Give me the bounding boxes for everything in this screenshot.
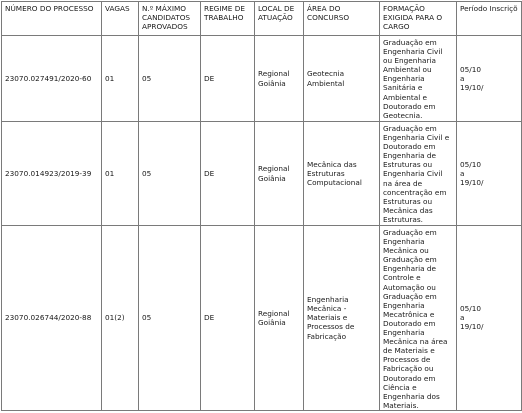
periodo-end: 19/10/	[460, 83, 484, 93]
periodo-start: 05/10	[460, 64, 482, 74]
cell-formacao: Graduação em Engenharia Mecânica ou Graduação em Engenharia de Controle e Automação ou Graduação em Engenharia Mecatrônica e Doutorado em Engenharia Mecânica na área de Materiais e Processos de Fabricação ou Doutorado em Ciência e Engenharia dos Materiais.	[380, 226, 457, 411]
cell-max-aprovados: 05	[139, 36, 201, 122]
table-row	[2, 122, 522, 226]
cell-processo: 23070.026744/2020-88	[2, 226, 102, 411]
cell-periodo	[457, 122, 522, 226]
cell-max-aprovados: 05	[139, 226, 201, 411]
cell-regime: DE	[201, 36, 255, 122]
cell-area: Mecânica das Estruturas Computacional	[304, 122, 380, 226]
cell-local: Regional Goiânia	[255, 226, 304, 411]
header-numero-processo: NÚMERO DO PROCESSO	[2, 2, 102, 36]
cell-periodo	[457, 226, 522, 411]
header-vagas: VAGAS	[102, 2, 139, 36]
header-formacao-exigida: FORMAÇÃO EXIGIDA PARA O CARGO	[380, 2, 457, 36]
header-area-concurso: ÁREA DO CONCURSO	[304, 2, 380, 36]
vacancy-table	[1, 1, 522, 411]
periodo-start: 05/10	[460, 304, 482, 314]
header-max-candidatos: N.º MÁXIMO CANDIDATOS APROVADOS	[139, 2, 201, 36]
periodo-sep: a	[460, 313, 465, 323]
cell-vagas: 01	[102, 122, 139, 226]
header-regime-trabalho: REGIME DE TRABALHO	[201, 2, 255, 36]
cell-regime: DE	[201, 122, 255, 226]
cell-max-aprovados: 05	[139, 122, 201, 226]
cell-area: Engenharia Mecânica - Materiais e Processos de Fabricação	[304, 226, 380, 411]
cell-vagas: 01	[102, 36, 139, 122]
header-local-atuacao: LOCAL DE ATUAÇÃO	[255, 2, 304, 36]
cell-formacao: Graduação em Engenharia Civil e Doutorado em Engenharia de Estruturas ou Engenharia Civil na área de concentração em Estruturas ou Mecânica das Estruturas.	[380, 122, 457, 226]
cell-regime: DE	[201, 226, 255, 411]
cell-formacao: Graduação em Engenharia Civil ou Engenharia Ambiental ou Engenharia Sanitária e Ambiental e Doutorado em Geotecnia.	[380, 36, 457, 122]
periodo-start: 05/10	[460, 159, 482, 169]
periodo-sep: a	[460, 73, 465, 83]
table-row	[2, 226, 522, 411]
cell-area: Geotecnia Ambiental	[304, 36, 380, 122]
table-header-row	[2, 2, 522, 36]
periodo-end: 19/10/	[460, 178, 484, 188]
cell-processo: 23070.027491/2020-60	[2, 36, 102, 122]
cell-local: Regional Goiânia	[255, 122, 304, 226]
cell-vagas: 01(2)	[102, 226, 139, 411]
periodo-end: 19/10/	[460, 322, 484, 332]
cell-processo: 23070.014923/2019-39	[2, 122, 102, 226]
table-row	[2, 36, 522, 122]
periodo-sep: a	[460, 168, 465, 178]
cell-local: Regional Goiânia	[255, 36, 304, 122]
header-periodo-inscricoes: Período Inscriçõ	[457, 2, 522, 36]
cell-periodo	[457, 36, 522, 122]
